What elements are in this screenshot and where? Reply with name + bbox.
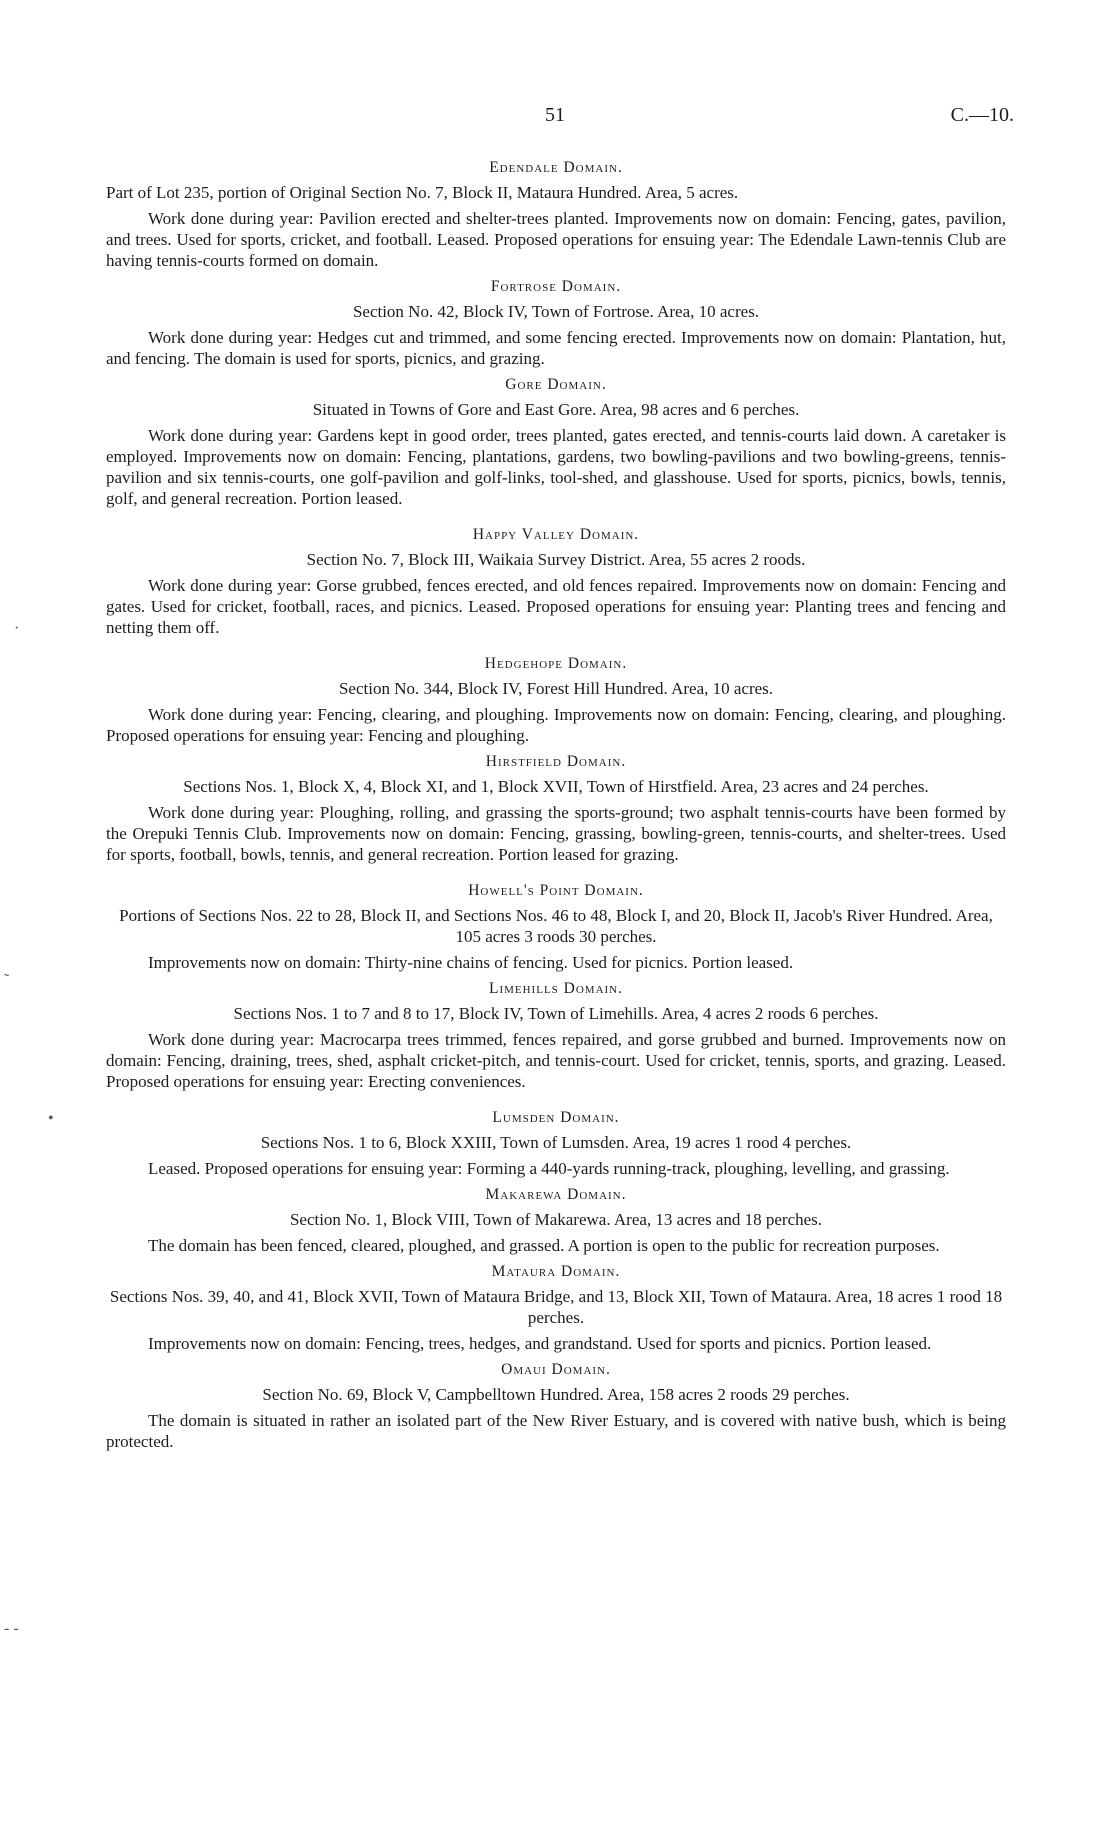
domain-description: Improvements now on domain: Fencing, trees, hedges, and grandstand. Used for sports and picnics. Portion leased. (148, 1334, 932, 1353)
domain-entry-happy-valley (106, 525, 1006, 638)
domain-heading: Limehills Domain. (488, 980, 623, 997)
domain-description: The domain is situated in rather an isolated part of the New River Estuary, and is covered with native bush, which is being protected. (106, 1411, 1006, 1451)
domain-entry-gore (106, 375, 1006, 509)
domain-heading: Fortrose Domain. (490, 278, 622, 295)
domain-entry-howells-point (106, 881, 1006, 973)
domain-description: Work done during year: Fencing, clearing, and ploughing. Improvements now on domain: Fencing, clearing, and ploughing. Proposed operations for ensuing year: Fencing and ploughing. (106, 705, 1006, 745)
domain-description: Work done during year: Gorse grubbed, fences erected, and old fences repaired. Improvements now on domain: Fencing and gates. Used for cricket, football, races, and picnics. Leased. Proposed operations for ensuing year: Planting trees and fencing and netting them off. (106, 576, 1006, 637)
domain-entry-hedgehope (106, 654, 1006, 746)
domain-description: Improvements now on domain: Thirty-nine chains of fencing. Used for picnics. Portion leased. (148, 953, 794, 972)
domain-description: Work done during year: Gardens kept in good order, trees planted, gates erected, and tennis-courts laid down. A caretaker is employed. Improvements now on domain: Fencing, plantations, gardens, two bowling-pavilions and two bowling-greens, tennis-pavilion and six tennis-courts, one golf-pavilion and golf-links, tool-shed, and glasshouse. Used for sports, picnics, bowls, tennis, golf, and general recreation. Portion leased. (106, 426, 1006, 508)
domain-heading: Happy Valley Domain. (472, 526, 640, 543)
domain-description: Leased. Proposed operations for ensuing year: Forming a 440-yards running-track, ploughing, levelling, and grassing. (148, 1159, 950, 1178)
domain-heading: Hedgehope Domain. (484, 655, 628, 672)
domain-location: Section No. 344, Block IV, Forest Hill Hundred. Area, 10 acres. (338, 679, 774, 698)
domain-entry-edendale (106, 158, 1006, 271)
domain-location: Section No. 69, Block V, Campbelltown Hundred. Area, 158 acres 2 roods 29 perches. (262, 1385, 850, 1404)
domain-entry-makarewa (106, 1185, 1006, 1256)
domain-heading: Lumsden Domain. (492, 1109, 620, 1126)
domain-entry-fortrose (106, 277, 1006, 369)
domain-location: Section No. 7, Block III, Waikaia Survey District. Area, 55 acres 2 roods. (306, 550, 806, 569)
scan-mark: ˷ (4, 960, 10, 977)
domain-description: The domain has been fenced, cleared, ploughed, and grassed. A portion is open to the public for recreation purposes. (148, 1236, 940, 1255)
scan-mark: · (14, 620, 20, 637)
domain-location: Situated in Towns of Gore and East Gore. Area, 98 acres and 6 perches. (312, 400, 800, 419)
domain-entry-hirstfield (106, 752, 1006, 865)
domain-entry-omaui (106, 1360, 1006, 1452)
domain-location: Section No. 42, Block IV, Town of Fortrose. Area, 10 acres. (352, 302, 760, 321)
domain-heading: Gore Domain. (505, 376, 607, 393)
document-reference: C.—10. (950, 104, 1014, 126)
domain-description: Work done during year: Macrocarpa trees trimmed, fences repaired, and gorse grubbed and burned. Improvements now on domain: Fencing, draining, trees, shed, asphalt cricket-pitch, and tennis-court. Used for cricket, tennis, sports, and grazing. Leased. Proposed operations for ensuing year: Erecting conveniences. (106, 1030, 1006, 1091)
domain-location: Sections Nos. 1 to 6, Block XXIII, Town of Lumsden. Area, 19 acres 1 rood 4 perches. (260, 1133, 852, 1152)
domain-heading: Edendale Domain. (489, 159, 623, 176)
domain-location: Portions of Sections Nos. 22 to 28, Block II, and Sections Nos. 46 to 48, Block I, and 20, Block II, Jacob's River Hundred. Area, 105 acres 3 roods 30 perches. (119, 906, 993, 946)
domain-entry-lumsden (106, 1108, 1006, 1179)
domain-entry-mataura (106, 1262, 1006, 1354)
domain-location: Part of Lot 235, portion of Original Section No. 7, Block II, Mataura Hundred. Area, 5 acres. (106, 183, 739, 202)
domain-description: Work done during year: Pavilion erected and shelter-trees planted. Improvements now on domain: Fencing, gates, pavilion, and trees. Used for sports, cricket, and football. Leased. Proposed operations for ensuing year: The Edendale Lawn-tennis Club are having tennis-courts formed on domain. (106, 209, 1006, 270)
domain-location: Section No. 1, Block VIII, Town of Makarewa. Area, 13 acres and 18 perches. (289, 1210, 823, 1229)
domain-heading: Howell's Point Domain. (468, 882, 644, 899)
domain-location: Sections Nos. 1 to 7 and 8 to 17, Block IV, Town of Limehills. Area, 4 acres 2 roods 6 perches. (233, 1004, 879, 1023)
domain-heading: Mataura Domain. (491, 1263, 621, 1280)
domain-location: Sections Nos. 39, 40, and 41, Block XVII, Town of Mataura Bridge, and 13, Block XII, Town of Mataura. Area, 18 acres 1 rood 18 perches. (109, 1287, 1003, 1327)
scan-mark: • (48, 1110, 54, 1127)
domain-heading: Omaui Domain. (501, 1361, 611, 1378)
domain-description: Work done during year: Ploughing, rolling, and grassing the sports-ground; two asphalt tennis-courts have been formed by the Orepuki Tennis Club. Improvements now on domain: Fencing, grassing, bowling-green, tennis-courts, and shelter-trees. Used for sports, football, bowls, tennis, and general recreation. Portion leased for grazing. (106, 803, 1006, 864)
domain-heading: Hirstfield Domain. (485, 753, 627, 770)
page-number: 51 (545, 104, 565, 126)
domain-description: Work done during year: Hedges cut and trimmed, and some fencing erected. Improvements now on domain: Plantation, hut, and fencing. The domain is used for sports, picnics, and grazing. (106, 328, 1006, 368)
domain-list (106, 158, 1006, 1452)
domain-entry-limehills (106, 979, 1006, 1092)
domain-location: Sections Nos. 1, Block X, 4, Block XI, and 1, Block XVII, Town of Hirstfield. Area, 23 acres and 24 perches. (183, 777, 929, 796)
page-header (0, 104, 1114, 134)
domain-heading: Makarewa Domain. (485, 1186, 627, 1203)
scan-mark: - - (4, 1620, 19, 1637)
